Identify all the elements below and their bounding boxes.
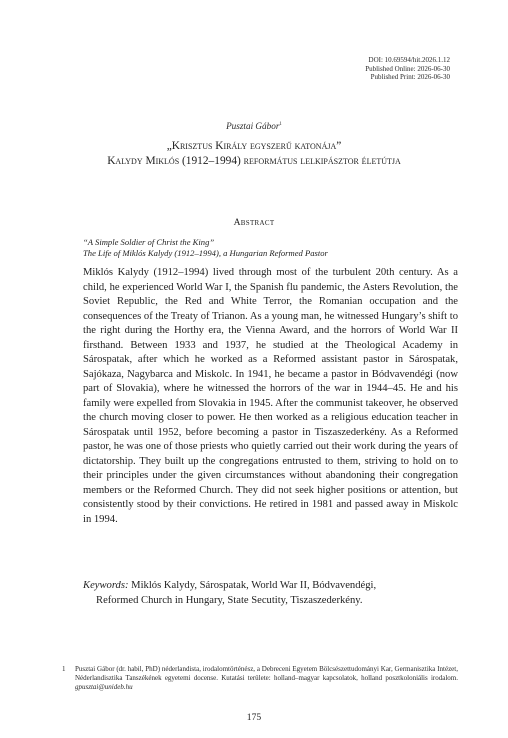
page-number: 175 xyxy=(246,712,262,723)
keywords-line-1: Miklós Kalydy, Sárospatak, World War II, Bódvavendégi, xyxy=(131,580,377,591)
published-print-text: Published Print: 2026-06-30 xyxy=(370,73,450,82)
footnote-number: 1 xyxy=(62,665,66,673)
article-metadata xyxy=(365,56,450,82)
abstract-body: Miklós Kalydy (1912–1994) lived through most of the turbulent 20th century. As a child, he experienced World War I, the Spanish flu pandemic, the Asters Revolution, the Soviet Republic, the Red and White Terror, the Romanian occupation and the consequences of the Treaty of Trianon. As a young man, he witnessed Hungary’s shift to the right during the Horthy era, the Vienna Award, and the horrors of World War II firsthand. Between 1933 and 1937, he studied at the Theological Academy in Sárospatak, after which he worked as a Reformed assistant pastor in Sárospatak, Sajókaza, Nagybarca and Miskolc. In 1941, he became a pastor in Bódvavendégi (now part of Slovakia), where he witnessed the horrors of the war in 1944–45. He and his family were expelled from Slovakia in 1945. After the communist takeover, he observed the church moving closer to power. He then worked as a religious education teacher in Sárospatak until 1952, before becoming a pastor in Tiszaszederkény. As a Reformed pastor, he was one of those priests who quietly carried out their work during the years of dictatorship. They built up the congregations entrusted to them, striving to hold on to their principles under the given circumstances without abandoning their congregation members or the Reformed Church. They did not seek higher positions or attention, but consistently stood by their convictions. He retired in 1981 and passed away in Miskolc in 1994. xyxy=(83,267,458,525)
published-online-text: Published Online: 2026-06-30 xyxy=(365,64,450,73)
keywords-label: Keywords: xyxy=(83,580,129,591)
footnote-email-link[interactable]: gpusztai@unideb.hu xyxy=(75,683,133,692)
author-footnote-mark[interactable]: 1 xyxy=(279,121,282,127)
keywords-block xyxy=(83,579,458,608)
title-line-2: Kalydy Miklós (1912–1994) református lelkipásztor életútja xyxy=(107,155,401,167)
author-name: Pusztai Gábor xyxy=(226,121,280,131)
abstract-heading: Abstract xyxy=(233,217,275,228)
keywords-line-2: Reformed Church in Hungary, State Secutity, Tiszaszederkény. xyxy=(96,594,363,606)
title-line-1: „Krisztus Király egyszerű katonája” xyxy=(166,140,342,152)
english-title-line-1: “A Simple Soldier of Christ the King” xyxy=(83,237,215,247)
footnote xyxy=(62,665,458,693)
author-line xyxy=(0,121,508,131)
english-title xyxy=(83,237,328,259)
english-title-line-2: The Life of Miklós Kalydy (1912–1994), a Hungarian Reformed Pastor xyxy=(83,248,328,258)
article-title xyxy=(0,139,508,169)
doi-text[interactable]: DOI: 10.69594/hit.2026.1.12 xyxy=(368,56,450,64)
footnote-text: Pusztai Gábor (dr. habil, PhD) néderlandista, irodalomtörténész, a Debreceni Egyetem Bölcsészettudományi Kar, Germanisztika Intézet, Néderlandisztika Tanszékének egyetemi docense. Kutatási területe: holland–magyar kapcsolatok, holland posztkoloniális irodalom. xyxy=(75,665,458,683)
